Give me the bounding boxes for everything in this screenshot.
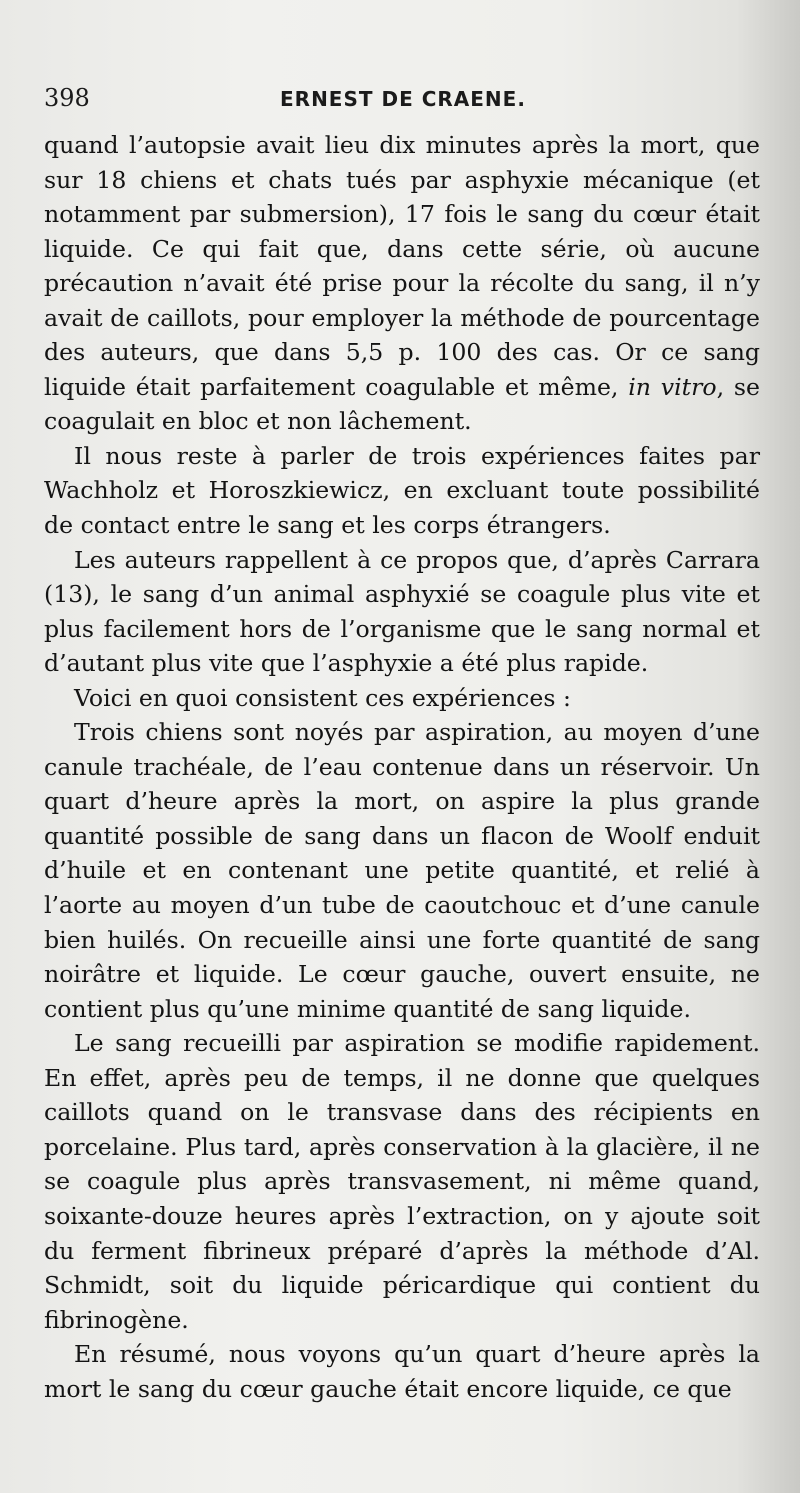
paragraph-text: quand l’autopsie avait lieu dix minutes après la mort, que sur 18 chiens et chats tués par asphyxie mécanique (et notamment par submersion), 17 fois le sang du cœur était liquide. Ce qui fait que, dans cette série, où aucune précaution n’avait été prise pour la récolte du sang, il n’y avait de caillots, pour employer la méthode de pourcentage des auteurs, que dans 5,5 p. 100 des cas. Or ce sang liquide était parfaitement coagulable et même, <box>44 131 760 401</box>
italic-term: in vitro <box>628 372 717 401</box>
page-header <box>44 84 764 116</box>
paragraph: Trois chiens sont noyés par aspiration, au moyen d’une canule trachéale, de l’eau contenue dans un réservoir. Un quart d’heure après la mort, on aspire la plus grande quantité possible de sang dans un flacon de Woolf enduit d’huile et en contenant une petite quantité, et relié à l’aorte au moyen d’un tube de caoutchouc et d’une canule bien huilés. On recueille ainsi une forte quantité de sang noirâtre et liquide. Le cœur gauche, ouvert ensuite, ne contient plus qu’une minime quantité de sang liquide. <box>44 718 760 1023</box>
page-number: 398 <box>44 84 90 112</box>
paragraph: En résumé, nous voyons qu’un quart d’heure après la mort le sang du cœur gauche était encore liquide, ce que <box>44 1340 760 1403</box>
body-text <box>44 128 760 1406</box>
paragraph: Le sang recueilli par aspiration se modifie rapidement. En effet, après peu de temps, il ne donne que quelques caillots quand on le transvase dans des récipients en porcelaine. Plus tard, après conservation à la glacière, il ne se coagule plus après transvasement, ni même quand, soixante-douze heures après l’extraction, on y ajoute soit du ferment fibrineux préparé d’après la méthode d’Al. Schmidt, soit du liquide péricardique qui contient du fibrinogène. <box>44 1029 760 1334</box>
paragraph-text: , se coagulait en bloc et non lâchement. <box>44 372 760 436</box>
paragraph <box>44 128 760 439</box>
paragraph: Voici en quoi consistent ces expériences : <box>74 683 571 712</box>
paragraph: Il nous reste à parler de trois expériences faites par Wachholz et Horoszkiewicz, en excluant toute possibilité de contact entre le sang et les corps étrangers. <box>44 441 760 540</box>
paragraph: Les auteurs rappellent à ce propos que, d’après Carrara (13), le sang d’un animal asphyxié se coagule plus vite et plus facilement hors de l’organisme que le sang normal et d’autant plus vite que l’asphyxie a été plus rapide. <box>44 545 760 678</box>
running-head: ERNEST DE CRAENE. <box>280 87 526 111</box>
